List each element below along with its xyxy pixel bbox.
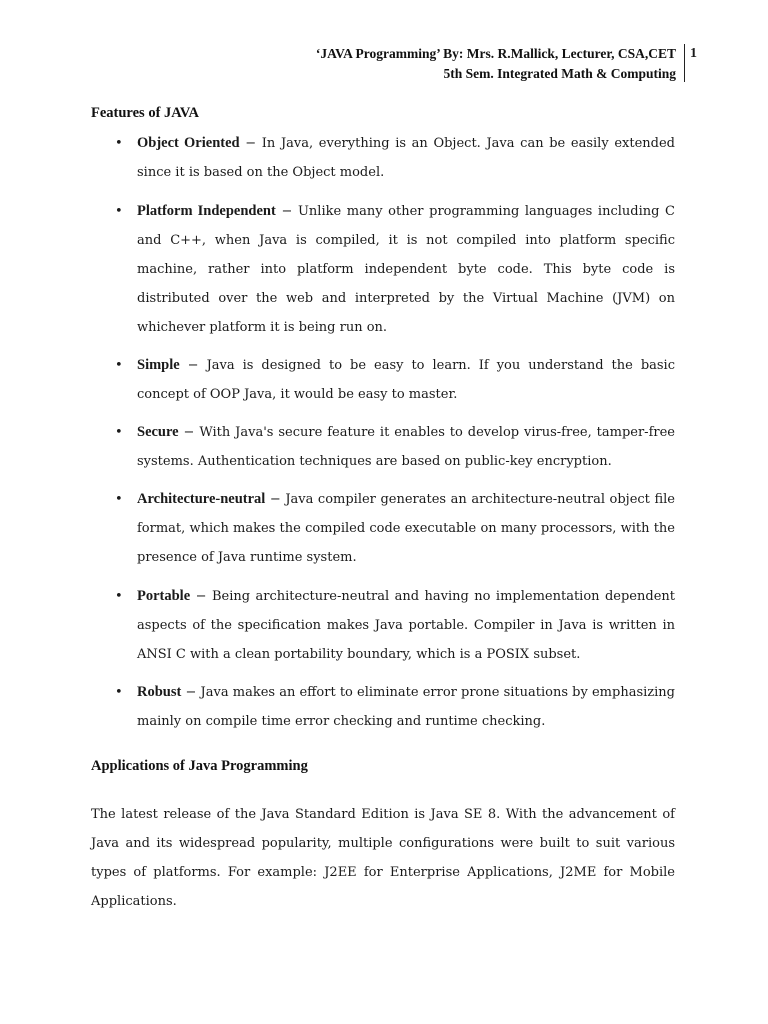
header-divider xyxy=(684,44,685,82)
feature-separator: − xyxy=(179,358,207,373)
feature-separator: − xyxy=(275,204,298,219)
feature-description xyxy=(137,582,675,669)
page-number: 1 xyxy=(690,46,697,61)
bullet-icon: • xyxy=(115,589,123,604)
features-heading: Features of JAVA xyxy=(91,105,199,121)
feature-body: Unlike many other programming languages including C and C++, when Java is compiled, it is not compiled into platform specific machine, rather into platform independent byte code. This byte code is distributed over the web and interpreted by the Virtual Machine (JVM) on whichever platform it is being run on. xyxy=(137,204,675,335)
feature-body: Java makes an effort to eliminate error prone situations by emphasizing mainly on compile time error checking and runtime checking. xyxy=(137,685,675,729)
bullet-icon: • xyxy=(115,136,123,151)
feature-description xyxy=(137,197,675,342)
bullet-icon: • xyxy=(115,425,123,440)
feature-separator: − xyxy=(190,589,212,604)
feature-description xyxy=(137,418,675,476)
feature-term: Secure xyxy=(137,424,179,440)
feature-description xyxy=(137,129,675,187)
feature-term: Robust xyxy=(137,684,182,700)
feature-term: Platform Independent xyxy=(137,203,276,219)
bullet-icon: • xyxy=(115,492,123,507)
feature-term: Portable xyxy=(137,588,191,604)
bullet-icon: • xyxy=(115,358,123,373)
feature-term: Object Oriented xyxy=(137,135,240,151)
feature-description xyxy=(137,485,675,572)
feature-body: Being architecture-neutral and having no implementation dependent aspects of the specification makes Java portable. Compiler in Java is written in ANSI C with a clean portability boundary, which is a POSIX subset. xyxy=(137,589,675,662)
feature-body: Java is designed to be easy to learn. If you understand the basic concept of OOP Java, it would be easy to master. xyxy=(137,358,675,402)
bullet-icon: • xyxy=(115,204,123,219)
feature-description xyxy=(137,678,675,736)
bullet-icon: • xyxy=(115,685,123,700)
feature-separator: − xyxy=(239,136,262,151)
feature-body: In Java, everything is an Object. Java can be easily extended since it is based on the Object model. xyxy=(137,136,675,180)
feature-body: With Java's secure feature it enables to develop virus-free, tamper-free systems. Authentication techniques are based on public-key encryption. xyxy=(137,425,675,469)
applications-paragraph: The latest release of the Java Standard Edition is Java SE 8. With the advancement of Java and its widespread popularity, multiple configurations were built to suit various types of platforms. For example: J2EE for Enterprise Applications, J2ME for Mobile Applications. xyxy=(91,807,675,909)
feature-separator: − xyxy=(181,685,201,700)
feature-separator: − xyxy=(178,425,200,440)
feature-separator: − xyxy=(265,492,286,507)
feature-term: Architecture-neutral xyxy=(137,491,266,507)
header-title-line: ‘JAVA Programming’ By: Mrs. R.Mallick, Lecturer, CSA,CET xyxy=(315,46,676,61)
feature-body: Java compiler generates an architecture-neutral object file format, which makes the compiled code executable on many processors, with the presence of Java runtime system. xyxy=(137,492,675,565)
page-header xyxy=(316,44,676,84)
applications-heading: Applications of Java Programming xyxy=(91,758,308,774)
feature-term: Simple xyxy=(137,357,180,373)
header-course-line: 5th Sem. Integrated Math & Computing xyxy=(443,66,676,81)
feature-description xyxy=(137,351,675,409)
